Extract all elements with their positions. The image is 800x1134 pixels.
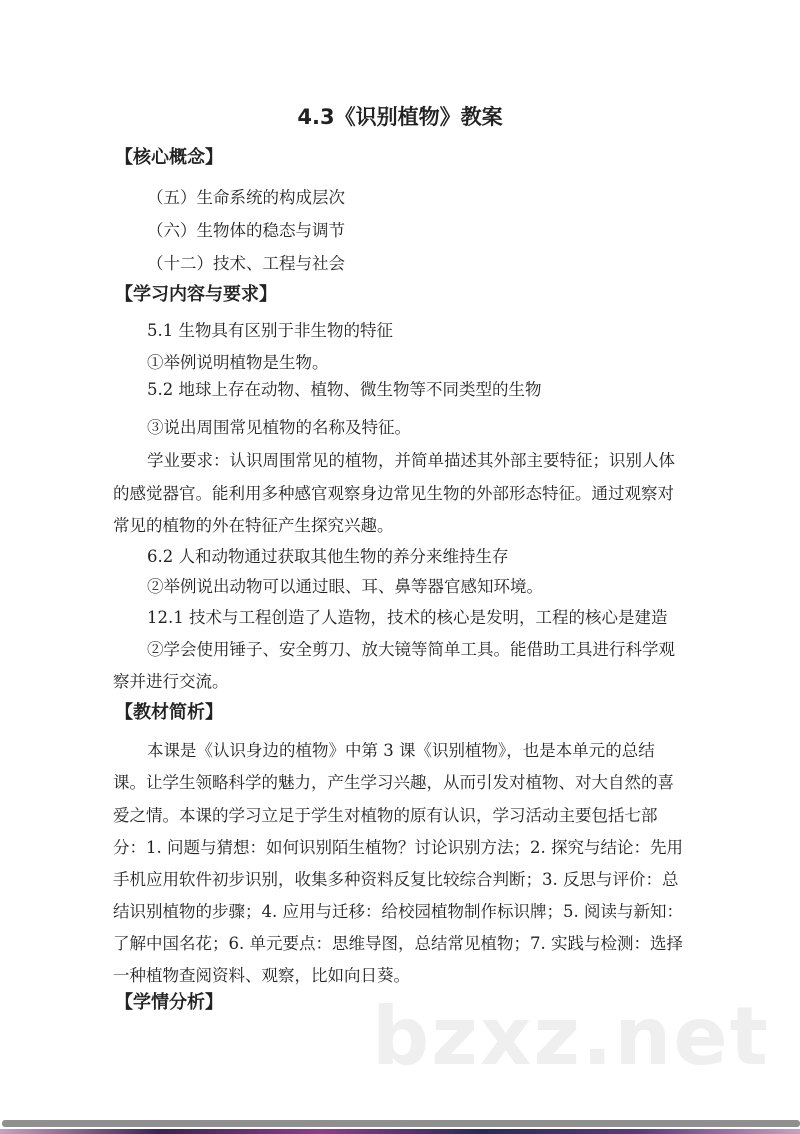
text-line: 手机应用软件初步识别，收集多种资料反复比较综合判断；3. 反思与评价：总 (113, 870, 679, 889)
heading-core-concepts: 【核心概念】 (115, 147, 223, 168)
text-line: 一种植物查阅资料、观察，比如向日葵。 (113, 966, 410, 985)
text-line: 察并进行交流。 (113, 672, 229, 691)
text-line: 常见的植物的外在特征产生探究兴趣。 (113, 516, 394, 535)
text-line: 本课是《认识身边的植物》中第 3 课《识别植物》，也是本单元的总结 (147, 741, 655, 760)
text-line: ①举例说明植物是生物。 (147, 353, 329, 372)
text-line: 课。让学生领略科学的魅力，产生学习兴趣，从而引发对植物、对大自然的喜 (113, 773, 674, 792)
heading-textbook-analysis: 【教材简析】 (115, 702, 223, 723)
text-line: 学业要求：认识周围常见的植物，并简单描述其外部主要特征；识别人体 (147, 451, 675, 470)
text-line: 结识别植物的步骤；4. 应用与迁移：给校园植物制作标识牌；5. 阅读与新知： (113, 902, 683, 921)
text-line: ③说出周围常见植物的名称及特征。 (147, 418, 411, 437)
text-line: ②学会使用锤子、安全剪刀、放大镜等简单工具。能借助工具进行科学观 (147, 640, 675, 659)
core-item: （六）生物体的稳态与调节 (147, 221, 345, 240)
watermark: bzxz.net (372, 990, 770, 1083)
core-item: （五）生命系统的构成层次 (147, 188, 345, 207)
text-line: ②举例说出动物可以通过眼、耳、鼻等器官感知环境。 (147, 577, 543, 596)
text-line: 的感觉器官。能利用多种感官观察身边常见生物的外部形态特征。通过观察对 (113, 484, 674, 503)
text-line: 5.2 地球上存在动物、植物、微生物等不同类型的生物 (147, 380, 542, 399)
text-line: 了解中国名花；6. 单元要点：思维导图，总结常见植物；7. 实践与检测：选择 (113, 934, 683, 953)
text-line: 爱之情。本课的学习立足于学生对植物的原有认识，学习活动主要包括七部 (113, 806, 658, 825)
heading-student-analysis: 【学情分析】 (115, 992, 223, 1013)
horizontal-scrollbar[interactable] (2, 1120, 800, 1127)
background-image-strip (0, 1129, 800, 1134)
text-line: 分：1. 问题与猜想：如何识别陌生植物？讨论识别方法；2. 探究与结论：先用 (113, 838, 683, 857)
text-line: 12.1 技术与工程创造了人造物，技术的核心是发明，工程的核心是建造 (147, 608, 668, 627)
heading-learning-content: 【学习内容与要求】 (115, 284, 277, 305)
text-line: 5.1 生物具有区别于非生物的特征 (147, 321, 393, 340)
core-item: （十二）技术、工程与社会 (147, 254, 345, 273)
page-title: 4.3《识别植物》教案 (297, 105, 503, 129)
text-line: 6.2 人和动物通过获取其他生物的养分来维持生存 (147, 547, 509, 566)
